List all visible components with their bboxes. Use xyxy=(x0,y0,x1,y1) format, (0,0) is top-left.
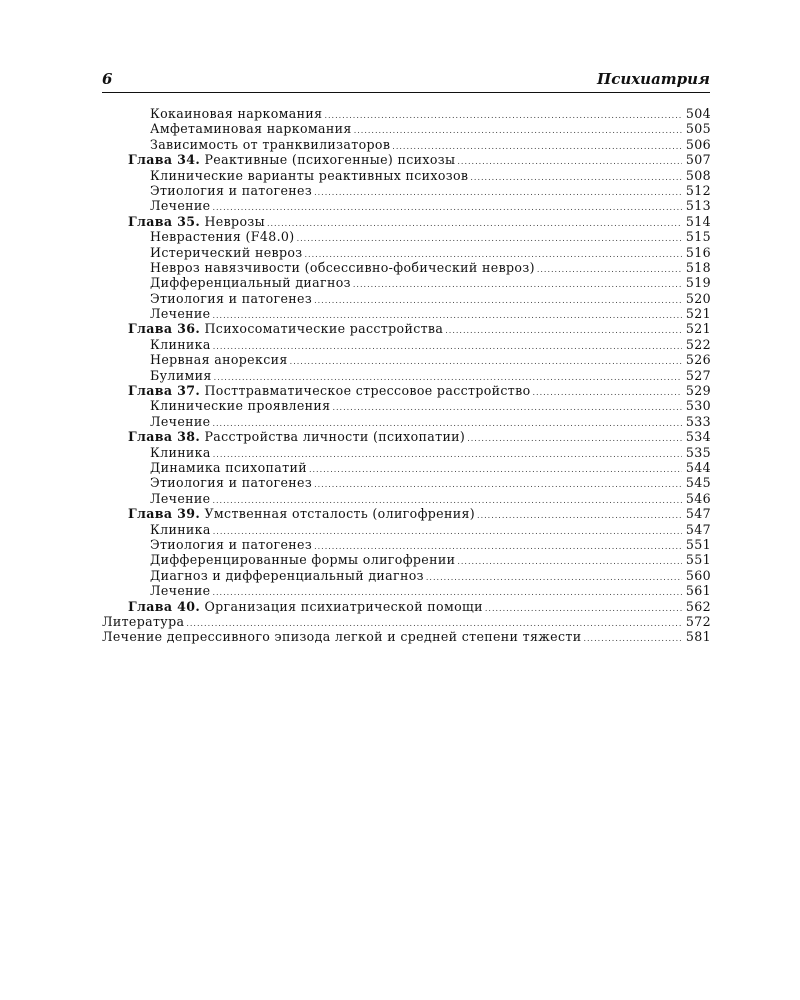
chapter-label: Глава 39. xyxy=(128,506,201,522)
table-of-contents xyxy=(102,106,711,645)
chapter-label: Глава 37. xyxy=(128,383,201,399)
dot-leader xyxy=(314,185,682,200)
toc-entry-text: Истерический невроз xyxy=(150,244,303,260)
toc-page-number: 530 xyxy=(685,398,711,414)
toc-entry[interactable] xyxy=(102,106,711,121)
toc-entry-title xyxy=(128,383,531,398)
toc-entry-text: Лечение депрессивного эпизода легкой и средней степени тяжести xyxy=(102,629,582,645)
page-number: 6 xyxy=(102,70,113,88)
toc-entry-text: Лечение xyxy=(150,198,211,214)
dot-leader xyxy=(533,385,683,400)
toc-entry-text: Этиология и патогенез xyxy=(150,536,313,552)
toc-entry-text: Реактивные (психогенные) психозы xyxy=(204,152,456,168)
toc-page-number: 514 xyxy=(685,213,711,229)
toc-entry-title xyxy=(150,260,535,275)
toc-entry[interactable] xyxy=(102,275,711,290)
toc-page-number: 581 xyxy=(685,629,711,645)
dot-leader xyxy=(267,216,682,231)
toc-page-number: 561 xyxy=(685,583,711,599)
toc-entry[interactable] xyxy=(102,614,711,629)
toc-entry-text: Дифференцированные формы олигофрении xyxy=(150,552,456,568)
toc-entry-title xyxy=(150,368,212,383)
toc-entry-title xyxy=(150,491,210,506)
toc-chapter-entry[interactable] xyxy=(102,429,711,444)
toc-entry[interactable] xyxy=(102,552,711,567)
running-title: Психиатрия xyxy=(597,70,710,88)
toc-entry-title xyxy=(150,522,211,537)
toc-entry[interactable] xyxy=(102,522,711,537)
toc-entry-title xyxy=(150,398,330,413)
toc-entry-title xyxy=(128,506,475,521)
toc-page-number: 527 xyxy=(685,367,711,383)
toc-entry[interactable] xyxy=(102,291,711,306)
toc-entry[interactable] xyxy=(102,137,711,152)
toc-entry-title xyxy=(128,321,443,336)
toc-page-number: 521 xyxy=(685,306,711,322)
toc-entry[interactable] xyxy=(102,475,711,490)
toc-entry-text: Этиология и патогенез xyxy=(150,290,313,306)
toc-entry-title xyxy=(150,352,288,367)
dot-leader xyxy=(583,631,682,646)
toc-entry-text: Лечение xyxy=(150,413,211,429)
toc-chapter-entry[interactable] xyxy=(102,152,711,167)
toc-page-number: 507 xyxy=(685,152,711,168)
dot-leader xyxy=(445,323,682,338)
toc-entry[interactable] xyxy=(102,568,711,583)
toc-page-number: 551 xyxy=(685,536,711,552)
dot-leader xyxy=(309,462,682,477)
toc-entry[interactable] xyxy=(102,337,711,352)
toc-entry-text: Клинические проявления xyxy=(150,398,331,414)
toc-entry-title xyxy=(150,568,424,583)
toc-entry-text: Невроз навязчивости (обсессивно-фобический невроз) xyxy=(150,259,535,275)
toc-entry-text: Расстройства личности (психопатии) xyxy=(204,429,466,445)
toc-page-number: 506 xyxy=(685,136,711,152)
toc-entry[interactable] xyxy=(102,414,711,429)
dot-leader xyxy=(470,170,682,185)
toc-entry[interactable] xyxy=(102,445,711,460)
dot-leader xyxy=(537,262,682,277)
toc-page-number: 522 xyxy=(685,336,711,352)
dot-leader xyxy=(290,354,682,369)
chapter-label: Глава 35. xyxy=(128,213,201,229)
toc-entry-text: Умственная отсталость (олигофрения) xyxy=(204,506,476,522)
toc-entry[interactable] xyxy=(102,306,711,321)
toc-page-number: 513 xyxy=(685,198,711,214)
toc-page-number: 562 xyxy=(685,598,711,614)
toc-entry[interactable] xyxy=(102,352,711,367)
toc-entry[interactable] xyxy=(102,583,711,598)
toc-entry-title xyxy=(128,599,483,614)
chapter-label: Глава 40. xyxy=(128,598,201,614)
toc-entry-title xyxy=(150,229,295,244)
toc-entry-text: Неврозы xyxy=(204,213,265,229)
toc-entry-title xyxy=(102,629,581,644)
toc-entry-title xyxy=(102,614,184,629)
toc-entry-title xyxy=(150,414,210,429)
toc-entry[interactable] xyxy=(102,460,711,475)
toc-chapter-entry[interactable] xyxy=(102,321,711,336)
toc-entry[interactable] xyxy=(102,537,711,552)
toc-entry-title xyxy=(150,275,351,290)
dot-leader xyxy=(314,477,682,492)
toc-entry-text: Клинические варианты реактивных психозов xyxy=(150,167,469,183)
toc-page-number: 504 xyxy=(685,106,711,121)
toc-chapter-entry[interactable] xyxy=(102,506,711,521)
toc-entry[interactable] xyxy=(102,491,711,506)
toc-entry-title xyxy=(150,337,211,352)
toc-entry-title xyxy=(128,214,265,229)
toc-entry-title xyxy=(150,583,210,598)
dot-leader xyxy=(457,554,682,569)
toc-page-number: 547 xyxy=(685,521,711,537)
toc-entry[interactable] xyxy=(102,629,711,644)
toc-entry-title xyxy=(150,552,455,567)
toc-page-number: 505 xyxy=(685,121,711,137)
dot-leader xyxy=(314,293,682,308)
toc-entry-title xyxy=(150,137,390,152)
toc-entry[interactable] xyxy=(102,368,711,383)
toc-entry-text: Этиология и патогенез xyxy=(150,182,313,198)
chapter-label: Глава 36. xyxy=(128,321,201,337)
toc-page-number: 515 xyxy=(685,229,711,245)
toc-entry[interactable] xyxy=(102,260,711,275)
toc-page-number: 516 xyxy=(685,244,711,260)
page-header xyxy=(102,68,710,93)
toc-entry-text: Лечение xyxy=(150,583,211,599)
toc-entry-text: Клиника xyxy=(150,336,211,352)
toc-entry-title xyxy=(150,475,312,490)
toc-entry-title xyxy=(150,460,307,475)
toc-entry-text: Динамика психопатий xyxy=(150,459,307,475)
toc-entry-text: Диагноз и дифференциальный диагноз xyxy=(150,567,424,583)
toc-entry-text: Организация психиатрической помощи xyxy=(204,598,483,614)
toc-chapter-entry[interactable] xyxy=(102,383,711,398)
toc-chapter-entry[interactable] xyxy=(102,214,711,229)
toc-page-number: 508 xyxy=(685,167,711,183)
toc-page-number: 512 xyxy=(685,182,711,198)
toc-entry-text: Амфетаминовая наркомания xyxy=(150,121,352,137)
dot-leader xyxy=(353,277,682,292)
toc-entry-title xyxy=(150,198,210,213)
toc-entry-text: Лечение xyxy=(150,306,211,322)
toc-page-number: 521 xyxy=(685,321,711,337)
toc-page-number: 529 xyxy=(685,383,711,399)
dot-leader xyxy=(426,570,682,585)
dot-leader xyxy=(485,601,682,616)
dot-leader xyxy=(354,123,682,138)
toc-page-number: 544 xyxy=(685,459,711,475)
toc-entry-text: Неврастения (F48.0) xyxy=(150,229,295,245)
toc-entry-title xyxy=(150,537,312,552)
toc-entry[interactable] xyxy=(102,198,711,213)
toc-entry[interactable] xyxy=(102,183,711,198)
toc-page-number: 520 xyxy=(685,290,711,306)
toc-entry[interactable] xyxy=(102,168,711,183)
toc-page-number: 572 xyxy=(685,613,711,629)
toc-entry-text: Этиология и патогенез xyxy=(150,475,313,491)
toc-entry-text: Нервная анорексия xyxy=(150,352,288,368)
dot-leader xyxy=(457,154,682,169)
toc-entry-text: Лечение xyxy=(150,490,211,506)
toc-entry-title xyxy=(150,306,210,321)
toc-entry-title xyxy=(150,183,312,198)
toc-page-number: 518 xyxy=(685,259,711,275)
toc-entry-text: Клиника xyxy=(150,521,211,537)
toc-entry-text: Литература xyxy=(102,613,185,629)
chapter-label: Глава 38. xyxy=(128,429,201,445)
toc-entry-text: Клиника xyxy=(150,444,211,460)
dot-leader xyxy=(324,108,682,123)
toc-entry-title xyxy=(150,245,303,260)
dot-leader xyxy=(467,431,682,446)
chapter-label: Глава 34. xyxy=(128,152,201,168)
toc-entry-title xyxy=(150,106,322,121)
toc-page-number: 547 xyxy=(685,506,711,522)
toc-entry[interactable] xyxy=(102,398,711,413)
toc-entry-title xyxy=(128,429,465,444)
toc-entry[interactable] xyxy=(102,229,711,244)
toc-entry-title xyxy=(150,168,468,183)
toc-entry-title xyxy=(150,121,352,136)
dot-leader xyxy=(212,200,682,215)
dot-leader xyxy=(477,508,682,523)
toc-entry-text: Зависимость от транквилизаторов xyxy=(150,136,391,152)
toc-page-number: 545 xyxy=(685,475,711,491)
toc-entry-text: Булимия xyxy=(150,367,212,383)
toc-page-number: 551 xyxy=(685,552,711,568)
toc-entry[interactable] xyxy=(102,121,711,136)
dot-leader xyxy=(332,400,682,415)
toc-page-number: 533 xyxy=(685,413,711,429)
toc-page-number: 560 xyxy=(685,567,711,583)
toc-entry-title xyxy=(150,291,312,306)
toc-entry-text: Дифференциальный диагноз xyxy=(150,275,351,291)
toc-entry-text: Психосоматические расстройства xyxy=(204,321,444,337)
toc-page-number: 534 xyxy=(685,429,711,445)
toc-page-number: 546 xyxy=(685,490,711,506)
toc-page-number: 519 xyxy=(685,275,711,291)
dot-leader xyxy=(297,231,682,246)
toc-entry-text: Кокаиновая наркомания xyxy=(150,106,323,121)
toc-entry-title xyxy=(128,152,455,167)
toc-chapter-entry[interactable] xyxy=(102,599,711,614)
toc-page-number: 526 xyxy=(685,352,711,368)
toc-entry-text: Посттравматическое стрессовое расстройство xyxy=(204,383,531,399)
toc-entry-title xyxy=(150,445,211,460)
toc-entry[interactable] xyxy=(102,245,711,260)
toc-page-number: 535 xyxy=(685,444,711,460)
